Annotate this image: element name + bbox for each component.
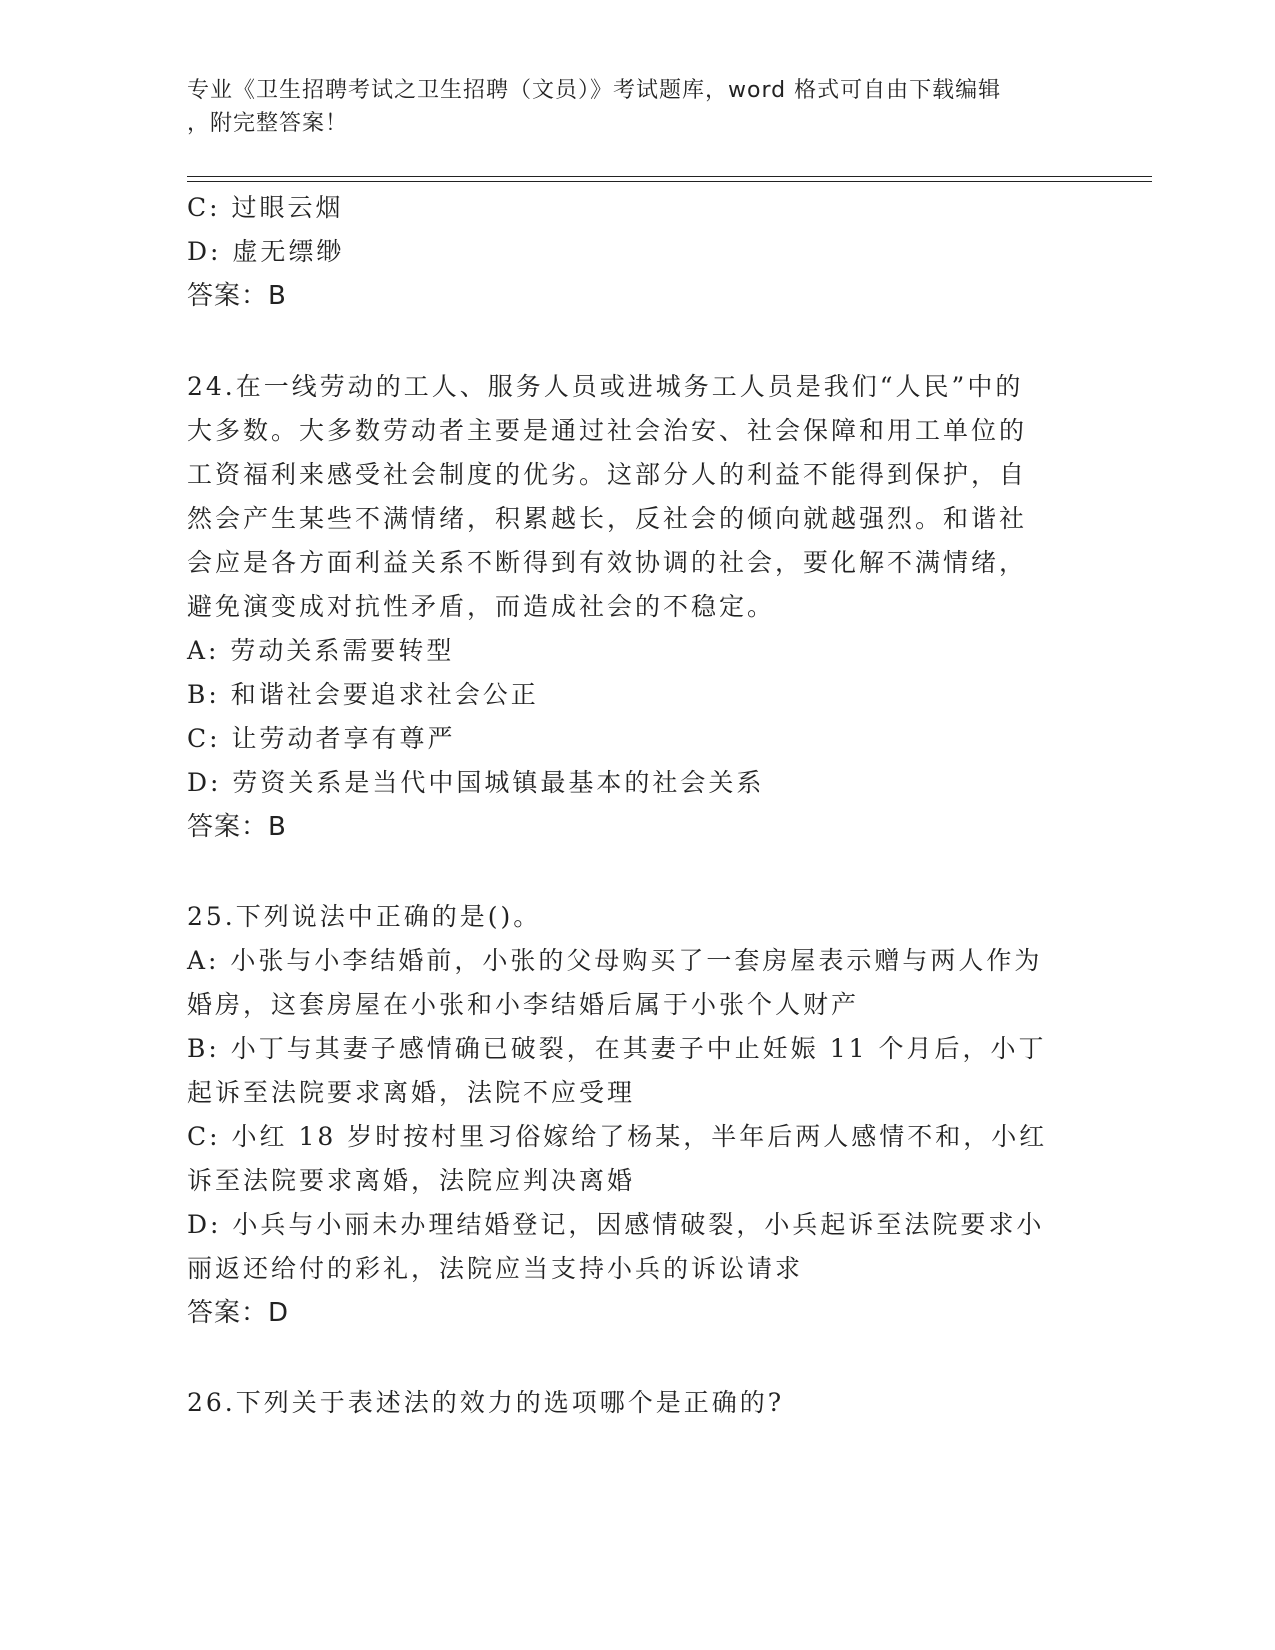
q24-answer: 答案：B bbox=[187, 812, 287, 842]
prev-answer: 答案：B bbox=[187, 281, 287, 311]
q25-option-b-line-2: 起诉至法院要求离婚，法院不应受理 bbox=[187, 1078, 636, 1107]
q24-option-d: D: 劳资关系是当代中国城镇最基本的社会关系 bbox=[187, 768, 765, 797]
q25-option-d-line-1: D: 小兵与小丽未办理结婚登记，因感情破裂，小兵起诉至法院要求小 bbox=[187, 1210, 1045, 1239]
q25-stem: 25.下列说法中正确的是()。 bbox=[187, 902, 542, 931]
header-line-2: ，附完整答案！ bbox=[187, 111, 349, 136]
header-divider-top bbox=[187, 176, 1152, 177]
header-line-1: 专业《卫生招聘考试之卫生招聘（文员）》考试题库，word 格式可自由下载编辑 bbox=[187, 78, 1002, 103]
q25-option-c-line-2: 诉至法院要求离婚，法院应判决离婚 bbox=[187, 1166, 636, 1195]
q25-option-b-line-1: B: 小丁与其妻子感情确已破裂，在其妻子中止妊娠 11 个月后，小丁 bbox=[187, 1034, 1047, 1063]
q25-answer: 答案：D bbox=[187, 1298, 290, 1328]
q24-stem-line-3: 工资福利来感受社会制度的优劣。这部分人的利益不能得到保护，自 bbox=[187, 460, 1028, 489]
header-divider-bottom bbox=[187, 181, 1152, 182]
prev-option-c: C: 过眼云烟 bbox=[187, 193, 344, 222]
q24-stem-line-2: 大多数。大多数劳动者主要是通过社会治安、社会保障和用工单位的 bbox=[187, 416, 1028, 445]
q24-option-a: A: 劳动关系需要转型 bbox=[187, 636, 455, 665]
header-description bbox=[187, 74, 1067, 140]
q25-option-a-line-1: A: 小张与小李结婚前，小张的父母购买了一套房屋表示赠与两人作为 bbox=[187, 946, 1043, 975]
q25-option-c-line-1: C: 小红 18 岁时按村里习俗嫁给了杨某，半年后两人感情不和，小红 bbox=[187, 1122, 1048, 1151]
q25-option-a-line-2: 婚房，这套房屋在小张和小李结婚后属于小张个人财产 bbox=[187, 990, 860, 1019]
q25-option-d-line-2: 丽返还给付的彩礼，法院应当支持小兵的诉讼请求 bbox=[187, 1254, 804, 1283]
q24-option-b: B: 和谐社会要追求社会公正 bbox=[187, 680, 539, 709]
q24-stem-line-4: 然会产生某些不满情绪，积累越长，反社会的倾向就越强烈。和谐社 bbox=[187, 504, 1028, 533]
prev-option-d: D: 虚无缥缈 bbox=[187, 237, 345, 266]
q24-option-c: C: 让劳动者享有尊严 bbox=[187, 724, 456, 753]
q26-stem: 26.下列关于表述法的效力的选项哪个是正确的? bbox=[187, 1388, 785, 1417]
q24-stem-line-6: 避免演变成对抗性矛盾，而造成社会的不稳定。 bbox=[187, 592, 776, 621]
q24-stem-line-5: 会应是各方面利益关系不断得到有效协调的社会，要化解不满情绪， bbox=[187, 548, 1028, 577]
q24-stem-line-1: 24.在一线劳动的工人、服务人员或进城务工人员是我们“人民”中的 bbox=[187, 372, 1024, 401]
